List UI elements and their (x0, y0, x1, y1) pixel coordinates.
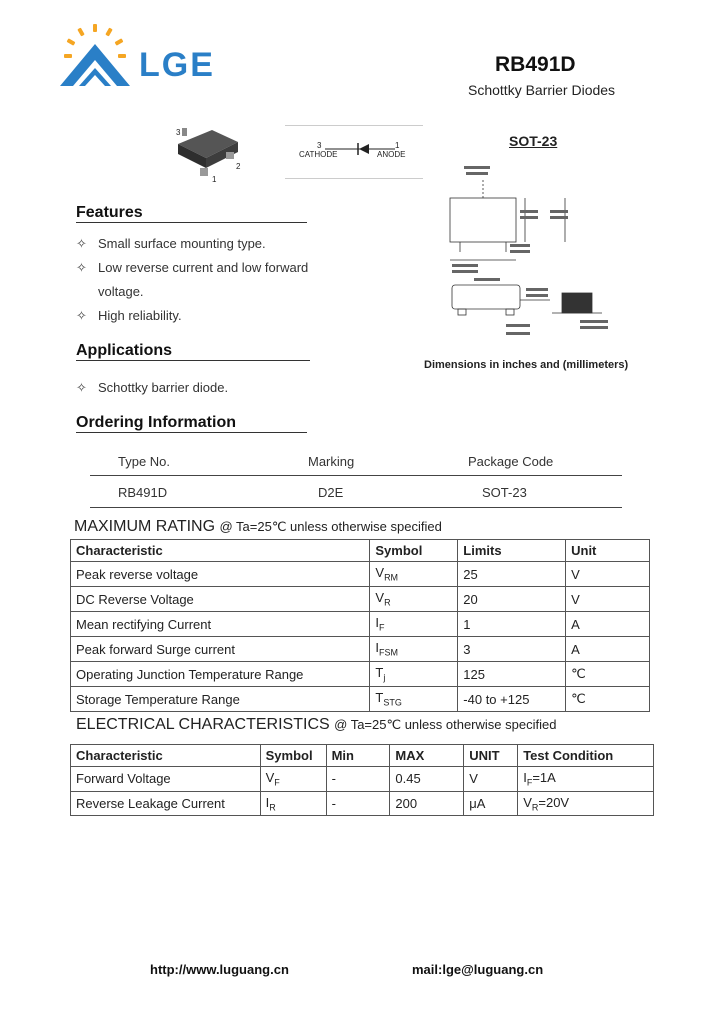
package-image (172, 122, 252, 184)
table-row: DC Reverse Voltage $V_R$ 20 V (71, 587, 650, 612)
ordering-header-marking: Marking (308, 454, 355, 469)
max-rating-condition: @ Ta=25℃ unless otherwise specified (219, 519, 442, 534)
electrical-condition: @ Ta=25℃ unless otherwise specified (334, 717, 557, 732)
electrical-table (70, 744, 654, 816)
table-row: Peak reverse voltage $V_{RM}$ 25 V (71, 562, 650, 587)
table-row: Mean rectifying Current $I_F$ 1 A (71, 612, 650, 637)
table-header: Characteristic (71, 540, 370, 562)
table-header: MAX (390, 745, 464, 767)
anode-label: ANODE (377, 150, 406, 159)
ordering-header-package: Package Code (468, 454, 554, 469)
feature-item: ✧ Small surface mounting type. (76, 236, 266, 251)
table-header: Symbol (370, 540, 458, 562)
cathode-label: CATHODE (299, 150, 338, 159)
package-title: SOT-23 (509, 133, 558, 149)
feature-item: ✧ High reliability. (76, 308, 182, 323)
cathode-pin-number: 3 (317, 141, 322, 150)
brand-name: LGE (139, 46, 215, 84)
applications-title: Applications (76, 342, 310, 361)
ordering-type-value: RB491D (118, 485, 168, 500)
electrical-heading (76, 716, 556, 734)
application-item: ✧ Schottky barrier diode. (76, 380, 229, 395)
anode-pin-number: 1 (395, 141, 400, 150)
features-title: Features (76, 204, 307, 223)
part-number: RB491D (495, 53, 576, 76)
ordering-header-type: Type No. (118, 454, 171, 469)
table-row: Reverse Leakage Current $I_R$ - 200 μA $V_R=20V$ (71, 791, 654, 816)
diamond-bullet-icon: ✧ (76, 308, 87, 323)
pin-1-label: 1 (212, 175, 217, 184)
footer-email[interactable]: mail:lge@luguang.cn (412, 962, 544, 977)
max-rating-table (70, 539, 650, 712)
pin-3-label: 3 (176, 128, 181, 137)
table-header: Limits (458, 540, 566, 562)
company-logo (55, 22, 245, 92)
table-header: Symbol (260, 745, 326, 767)
dimension-drawing (440, 160, 620, 350)
diamond-bullet-icon: ✧ (76, 380, 87, 395)
table-header: Test Condition (518, 745, 654, 767)
diamond-bullet-icon: ✧ (76, 260, 87, 275)
ordering-table (90, 446, 622, 508)
table-header: Characteristic (71, 745, 261, 767)
footer-website[interactable]: http://www.luguang.cn (150, 962, 289, 977)
table-row: Forward Voltage $V_F$ - 0.45 V $I_F=1A$ (71, 767, 654, 792)
ordering-package-value: SOT-23 (482, 485, 527, 500)
table-row: Storage Temperature Range $T_{STG}$ -40 to +125 ℃ (71, 687, 650, 712)
table-header: Min (326, 745, 390, 767)
max-rating-heading (74, 518, 442, 536)
electrical-title: ELECTRICAL CHARACTERISTICS (76, 716, 330, 733)
table-header: Unit (566, 540, 650, 562)
ordering-title: Ordering Information (76, 414, 307, 433)
pin-2-label: 2 (236, 162, 241, 171)
logo-sun-icon (55, 22, 135, 90)
table-row: Operating Junction Temperature Range $T_j$ 125 ℃ (71, 662, 650, 687)
max-rating-title: MAXIMUM RATING (74, 518, 216, 535)
feature-item: ✧ Low reverse current and low forward (76, 260, 309, 275)
table-row: Peak forward Surge current $I_{FSM}$ 3 A (71, 637, 650, 662)
feature-item-continued: voltage. (98, 284, 144, 299)
ordering-marking-value: D2E (318, 485, 344, 500)
dimensions-caption: Dimensions in inches and (millimeters) (424, 359, 629, 371)
part-subtitle: Schottky Barrier Diodes (468, 82, 616, 98)
table-header: UNIT (464, 745, 518, 767)
diode-symbol (285, 125, 423, 179)
diamond-bullet-icon: ✧ (76, 236, 87, 251)
